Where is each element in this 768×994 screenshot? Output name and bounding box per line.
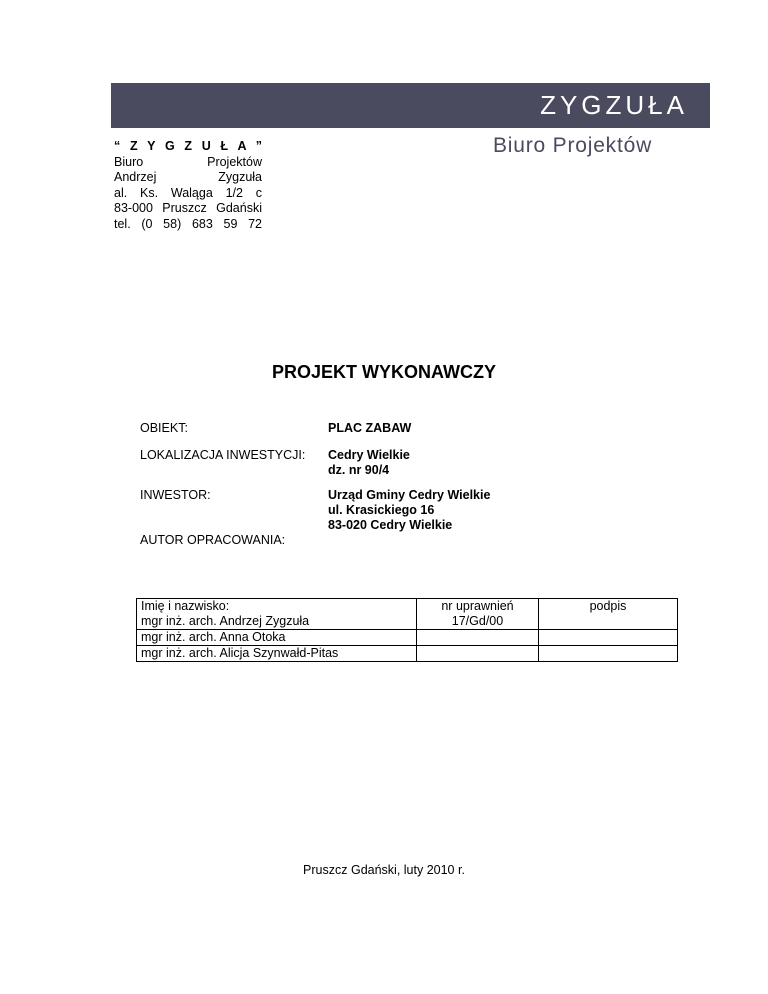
company-owner: Andrzej Zygzuła	[114, 170, 262, 184]
logo-subtitle: Biuro Projektów	[493, 134, 653, 157]
investor-value-line: ul. Krasickiego 16	[328, 503, 435, 517]
table-cell-permission	[417, 646, 539, 662]
table-row	[137, 630, 678, 646]
company-type: Biuro Projektów	[114, 154, 262, 169]
table-header-name: Imię i nazwisko:	[137, 599, 417, 615]
table-cell-name: mgr inż. arch. Andrzej Zygzuła	[137, 614, 417, 630]
company-phone: tel. (0 58) 683 59 72	[114, 216, 262, 231]
table-cell-permission: 17/Gd/00	[451, 614, 504, 628]
table-cell-signature	[539, 646, 678, 662]
location-label: LOKALIZACJA INWESTYCJI:	[140, 448, 306, 462]
location-value	[328, 448, 410, 478]
investor-value-line: 83-020 Cedry Wielkie	[328, 518, 453, 532]
authors-table	[136, 598, 678, 662]
document-title: PROJEKT WYKONAWCZY	[271, 362, 496, 382]
object-label: OBIEKT:	[140, 421, 188, 435]
company-address-block	[114, 139, 262, 232]
location-value-line: Cedry Wielkie	[328, 448, 410, 462]
logo-banner-text: ZYGZUŁA	[540, 90, 688, 120]
investor-value	[328, 488, 490, 533]
table-header-permission	[417, 599, 539, 630]
company-street: al. Ks. Waląga 1/2 c	[114, 185, 262, 200]
location-value-line: dz. nr 90/4	[328, 463, 390, 477]
company-logo-banner	[111, 83, 710, 128]
table-row	[137, 646, 678, 662]
table-header-signature	[539, 599, 678, 630]
object-value	[328, 421, 411, 436]
object-value-text: PLAC ZABAW	[328, 421, 412, 435]
table-cell-signature	[539, 630, 678, 646]
table-cell-permission	[417, 630, 539, 646]
table-header-row	[137, 599, 678, 615]
place-and-date: Pruszcz Gdański, luty 2010 r.	[303, 863, 465, 877]
company-city: 83-000 Pruszcz Gdański	[114, 201, 262, 215]
author-label: AUTOR OPRACOWANIA:	[140, 533, 286, 547]
investor-value-line: Urząd Gminy Cedry Wielkie	[328, 488, 491, 502]
investor-label: INWESTOR:	[140, 488, 211, 502]
table-cell-name: mgr inż. arch. Alicja Szynwałd-Pitas	[137, 646, 417, 662]
company-name: “ Z Y G Z U Ł A ”	[114, 139, 262, 153]
table-header-permission-label: nr uprawnień	[441, 599, 514, 613]
table-cell-name: mgr inż. arch. Anna Otoka	[137, 630, 417, 646]
table-header-signature-label: podpis	[589, 599, 627, 613]
